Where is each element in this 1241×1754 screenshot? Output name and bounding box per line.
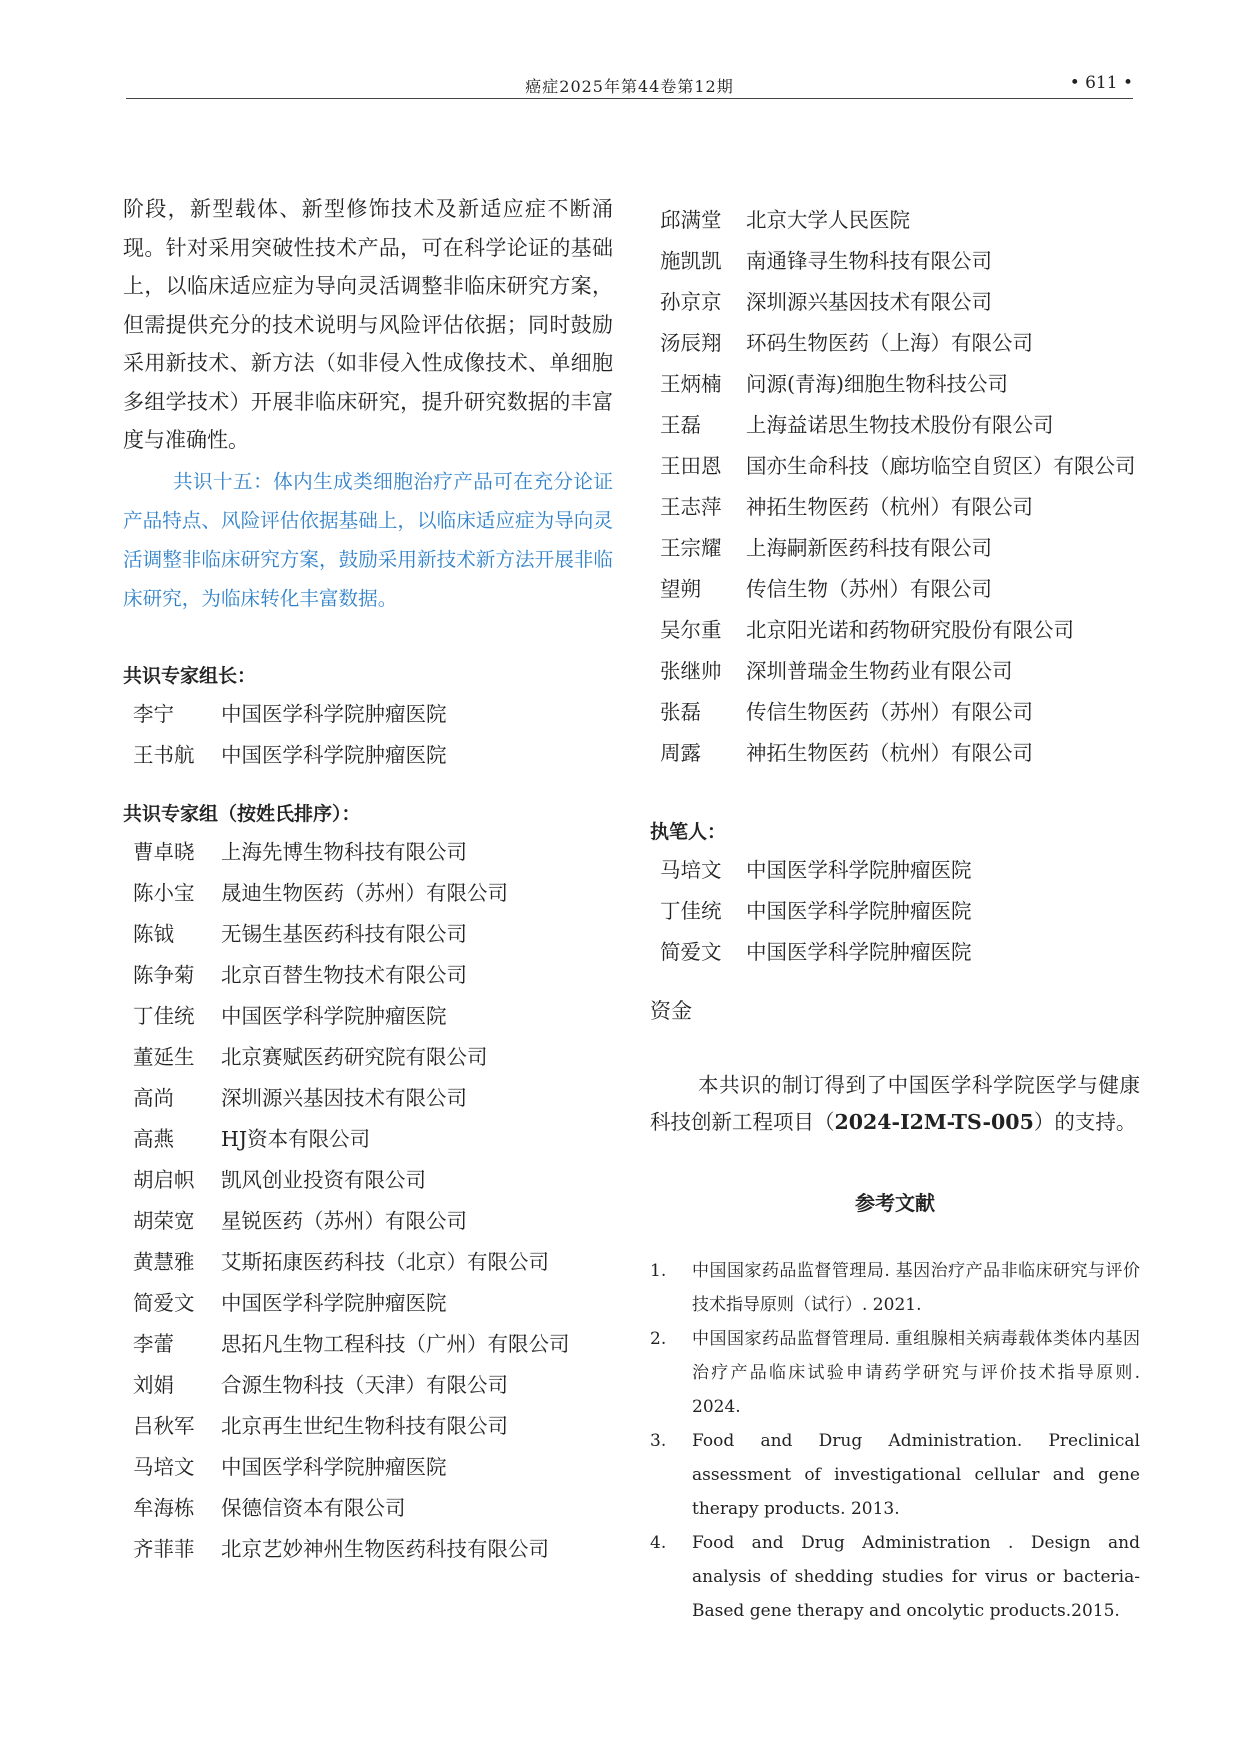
reference-text: 中国国家药品监督管理局. 重组腺相关病毒载体类体内基因治疗产品临床试验申请药学研究与评价技术指导原则. 2024. — [692, 1329, 1140, 1417]
member-name: 简爱文 — [660, 940, 722, 964]
member-name: 董延生 — [133, 1044, 195, 1069]
funding-heading: 资金 — [650, 999, 692, 1023]
member-row — [650, 692, 1140, 733]
member-name: 曹卓晓 — [133, 839, 195, 864]
member-name: 胡启帜 — [133, 1167, 195, 1192]
member-name: 吕秋军 — [133, 1413, 195, 1438]
member-row — [123, 1160, 613, 1201]
member-row — [650, 200, 1140, 241]
member-row — [123, 955, 613, 996]
member-organization: 上海先博生物科技有限公司 — [221, 839, 467, 864]
member-organization: 中国医学科学院肿瘤医院 — [746, 858, 972, 882]
member-name: 黄慧雅 — [133, 1249, 195, 1274]
writers-heading: 执笔人： — [650, 821, 727, 843]
member-row — [650, 932, 1140, 973]
member-row — [650, 487, 1140, 528]
member-row — [123, 1488, 613, 1529]
member-row — [650, 323, 1140, 364]
page-header — [126, 70, 1133, 99]
member-row — [123, 1283, 613, 1324]
member-organization: 上海嗣新医药科技有限公司 — [746, 536, 992, 560]
member-name: 李宁 — [133, 701, 174, 726]
member-row — [123, 832, 613, 873]
leaders-heading: 共识专家组长： — [123, 664, 257, 687]
member-name: 陈小宝 — [133, 880, 195, 905]
leaders-list — [123, 694, 613, 776]
member-row — [650, 528, 1140, 569]
reference-item — [650, 1424, 1140, 1526]
member-row — [123, 1406, 613, 1447]
member-row — [650, 405, 1140, 446]
member-name: 张磊 — [660, 700, 701, 724]
member-organization: 北京阳光诺和药物研究股份有限公司 — [746, 618, 1074, 642]
member-name: 邱满堂 — [660, 208, 722, 232]
member-name: 望朔 — [660, 577, 701, 601]
member-organization: 北京百替生物技术有限公司 — [221, 962, 467, 987]
reference-text: 中国国家药品监督管理局. 基因治疗产品非临床研究与评价技术指导原则（试行）. 2021. — [692, 1261, 1140, 1315]
reference-number: 2. — [650, 1329, 667, 1349]
member-organization: 星锐医药（苏州）有限公司 — [221, 1208, 467, 1233]
member-row — [650, 651, 1140, 692]
member-row — [650, 364, 1140, 405]
member-organization: 合源生物科技（天津）有限公司 — [221, 1372, 508, 1397]
member-organization: 深圳普瑞金生物药业有限公司 — [746, 659, 1013, 683]
member-row — [123, 735, 613, 776]
member-organization: 艾斯拓康医药科技（北京）有限公司 — [221, 1249, 549, 1274]
member-organization: 中国医学科学院肿瘤医院 — [221, 1290, 447, 1315]
member-row — [123, 1037, 613, 1078]
member-name: 汤辰翔 — [660, 331, 722, 355]
funding-code: 2024-I2M-TS-005 — [834, 1110, 1034, 1134]
member-row — [650, 569, 1140, 610]
member-row — [123, 1529, 613, 1570]
member-organization: 无锡生基医药科技有限公司 — [221, 921, 467, 946]
consensus-statement: 共识十五：体内生成类细胞治疗产品可在充分论证产品特点、风险评估依据基础上，以临床适应症为导向灵活调整非临床研究方案，鼓励采用新技术新方法开展非临床研究，为临床转化丰富数据。 — [123, 469, 613, 610]
member-name: 马培文 — [660, 858, 722, 882]
member-organization: 北京再生世纪生物科技有限公司 — [221, 1413, 508, 1438]
member-row — [650, 610, 1140, 651]
member-row — [123, 1324, 613, 1365]
left-column — [123, 190, 613, 1570]
member-name: 丁佳统 — [660, 899, 722, 923]
page-number: • 611 • — [1069, 73, 1133, 93]
reference-number: 1. — [650, 1261, 667, 1281]
member-row — [123, 914, 613, 955]
member-row — [123, 1242, 613, 1283]
member-row — [123, 996, 613, 1037]
member-organization: 北京大学人民医院 — [746, 208, 910, 232]
reference-item — [650, 1322, 1140, 1424]
member-name: 胡荣宽 — [133, 1208, 195, 1233]
members-list-continued — [650, 200, 1140, 774]
member-organization: 深圳源兴基因技术有限公司 — [746, 290, 992, 314]
member-organization: 上海益诺思生物技术股份有限公司 — [746, 413, 1054, 437]
member-organization: 中国医学科学院肿瘤医院 — [221, 1003, 447, 1028]
member-name: 孙京京 — [660, 290, 722, 314]
member-name: 丁佳统 — [133, 1003, 195, 1028]
member-organization: 中国医学科学院肿瘤医院 — [221, 701, 447, 726]
member-name: 吴尔重 — [660, 618, 722, 642]
member-organization: 深圳源兴基因技术有限公司 — [221, 1085, 467, 1110]
member-organization: 保德信资本有限公司 — [221, 1495, 406, 1520]
member-row — [650, 891, 1140, 932]
member-row — [650, 241, 1140, 282]
member-name: 施凯凯 — [660, 249, 722, 273]
reference-number: 3. — [650, 1431, 667, 1451]
funding-statement: 本共识的制订得到了中国医学科学院医学与健康科技创新工程项目（2024-I2M-TS-005）的支持。 — [650, 1073, 1140, 1134]
member-row — [123, 1201, 613, 1242]
references-heading: 参考文献 — [855, 1191, 935, 1215]
member-organization: 环码生物医药（上海）有限公司 — [746, 331, 1033, 355]
member-row — [123, 1447, 613, 1488]
member-organization: 神拓生物医药（杭州）有限公司 — [746, 495, 1033, 519]
reference-item — [650, 1526, 1140, 1628]
body-paragraph: 阶段，新型载体、新型修饰技术及新适应症不断涌现。针对采用突破性技术产品，可在科学论证的基础上，以临床适应症为导向灵活调整非临床研究方案，但需提供充分的技术说明与风险评估依据；同时鼓励采用新技术、新方法（如非侵入性成像技术、单细胞多组学技术）开展非临床研究，提升研究数据的丰富度与准确性。 — [123, 197, 613, 452]
member-row — [650, 282, 1140, 323]
member-organization: 北京艺妙神州生物医药科技有限公司 — [221, 1536, 549, 1561]
member-row — [123, 1119, 613, 1160]
member-row — [123, 1078, 613, 1119]
members-list — [123, 832, 613, 1570]
member-name: 张继帅 — [660, 659, 722, 683]
member-organization: 国亦生命科技（廊坊临空自贸区）有限公司 — [746, 454, 1136, 478]
references-list — [650, 1254, 1140, 1628]
member-organization: 思拓凡生物工程科技（广州）有限公司 — [221, 1331, 570, 1356]
writers-list — [650, 850, 1140, 973]
member-name: 王书航 — [133, 742, 195, 767]
member-row — [123, 1365, 613, 1406]
right-column — [650, 200, 1140, 1628]
member-organization: 中国医学科学院肿瘤医院 — [746, 899, 972, 923]
journal-title: 癌症2025年第44卷第12期 — [525, 77, 734, 96]
member-name: 牟海栋 — [133, 1495, 195, 1520]
member-name: 王田恩 — [660, 454, 722, 478]
member-organization: 传信生物医药（苏州）有限公司 — [746, 700, 1033, 724]
member-organization: 神拓生物医药（杭州）有限公司 — [746, 741, 1033, 765]
member-name: 周露 — [660, 741, 701, 765]
member-organization: 中国医学科学院肿瘤医院 — [221, 1454, 447, 1479]
member-name: 王磊 — [660, 413, 701, 437]
reference-number: 4. — [650, 1533, 667, 1553]
member-row — [650, 733, 1140, 774]
member-name: 王炳楠 — [660, 372, 722, 396]
member-organization: 凯风创业投资有限公司 — [221, 1167, 426, 1192]
member-organization: HJ资本有限公司 — [221, 1126, 371, 1151]
member-name: 王志萍 — [660, 495, 722, 519]
reference-text: Food and Drug Administration . Design and analysis of shedding studies for virus or bacteria-Based gene therapy and oncolytic products.2015. — [692, 1533, 1140, 1621]
member-row — [650, 850, 1140, 891]
member-row — [650, 446, 1140, 487]
reference-item — [650, 1254, 1140, 1322]
member-organization: 传信生物（苏州）有限公司 — [746, 577, 992, 601]
member-row — [123, 873, 613, 914]
member-row — [123, 694, 613, 735]
member-name: 高尚 — [133, 1085, 174, 1110]
member-name: 简爱文 — [133, 1290, 195, 1315]
member-organization: 中国医学科学院肿瘤医院 — [746, 940, 972, 964]
member-name: 陈争菊 — [133, 962, 195, 987]
member-name: 李蕾 — [133, 1331, 174, 1356]
member-name: 马培文 — [133, 1454, 195, 1479]
member-organization: 北京赛赋医药研究院有限公司 — [221, 1044, 488, 1069]
member-organization: 问源(青海)细胞生物科技公司 — [746, 372, 1008, 396]
member-name: 高燕 — [133, 1126, 174, 1151]
member-organization: 南通锋寻生物科技有限公司 — [746, 249, 992, 273]
member-organization: 中国医学科学院肿瘤医院 — [221, 742, 447, 767]
members-heading: 共识专家组（按姓氏排序）： — [123, 802, 361, 825]
member-name: 王宗耀 — [660, 536, 722, 560]
member-name: 刘娟 — [133, 1372, 174, 1397]
member-name: 陈钺 — [133, 921, 174, 946]
member-name: 齐菲菲 — [133, 1536, 195, 1561]
member-organization: 晟迪生物医药（苏州）有限公司 — [221, 880, 508, 905]
reference-text: Food and Drug Administration. Preclinical assessment of investigational cellular and gene therapy products. 2013. — [692, 1431, 1140, 1519]
